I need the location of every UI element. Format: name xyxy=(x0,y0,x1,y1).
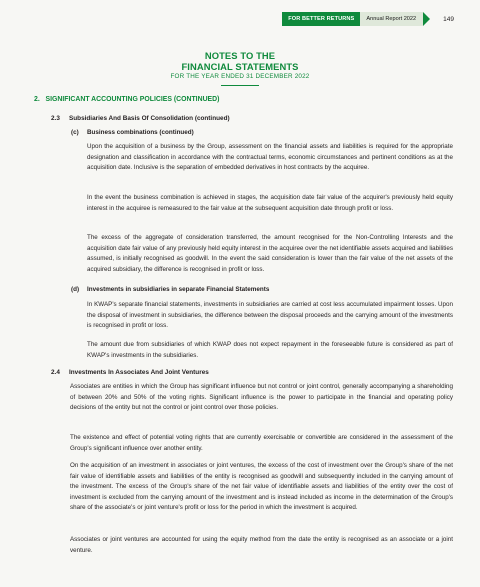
paragraph: In the event the business combination is achieved in stages, the acquisition date fair value of the acquirer's previously held equity interest in the acquiree is remeasured to the fair value at the subsequent acquisition date through profit or loss. xyxy=(87,194,453,212)
page-subtitle: FOR THE YEAR ENDED 31 DECEMBER 2022 xyxy=(170,73,310,80)
subsection-title: Investments In Associates And Joint Ventures xyxy=(69,369,209,376)
section-title: SIGNIFICANT ACCOUNTING POLICIES (CONTINUED) xyxy=(45,96,220,103)
page-header xyxy=(282,11,454,27)
item-label: (c) xyxy=(71,129,79,136)
paragraph: Upon the acquisition of a business by the Group, assessment on the financial assets and liabilities is required for the appropriate designation and classification in accordance with the contractual terms, economic circumstances and pertinent conditions as at the acquisition date. Inclusive is the separation of embedded derivatives in host contracts by the acquiree. xyxy=(87,143,453,172)
paragraph: Associates are entities in which the Group has significant influence but not control or joint control, generally accompanying a shareholding of between 20% and 50% of the voting rights. Significant influence is the power to participate in the financial and operating policy decisions of the entity but not the control or joint control over those policies. xyxy=(70,383,453,412)
item-heading-d xyxy=(71,286,269,293)
paragraph: The excess of the aggregate of consideration transferred, the amount recognised for the Non-Controlling Interests and the acquisition date fair value of any previously held equity interest in the acquiree over the net identifiable assets acquired and liabilities assumed, is initially recognised as goodwill. In the event the said consideration is lower than the fair value of the net assets of the acquired subsidiary, the difference is recognised in profit or loss. xyxy=(87,234,453,273)
paragraph: Associates or joint ventures are accounted for using the equity method from the date the entity is recognised as an associate or a joint venture. xyxy=(70,536,453,554)
page-number: 149 xyxy=(443,15,454,23)
subsection-number: 2.3 xyxy=(51,115,60,122)
subsection-heading-2-3 xyxy=(51,115,230,122)
chevron-right-icon xyxy=(423,12,430,26)
paragraph: The amount due from subsidiaries of which KWAP does not expect repayment in the foreseeable future is considered as part of KWAP's investments in the subsidiaries. xyxy=(87,341,453,359)
paragraph: In KWAP's separate financial statements, investments in subsidiaries are carried at cost less accumulated impairment losses. Upon the disposal of investment in subsidiaries, the difference between the disposal proceeds and the carrying amount of the investments is recognised in profit or loss. xyxy=(87,301,453,330)
paragraph: On the acquisition of an investment in associates or joint ventures, the excess of the cost of investment over the Group's share of the net fair value of identifiable assets and liabilities of the entity is recognised as goodwill and subsequently included in the carrying amount of the investment. The excess of the Group's share of the net fair value of identifiable assets and liabilities of the entity over the cost of investment is excluded from the carrying amount of the investment and is instead included as income in the determination of the Group's share of the associate's or joint venture's profit or loss for the period in which the investment is acquired. xyxy=(70,462,453,512)
section-heading xyxy=(34,96,219,103)
item-heading-c xyxy=(71,129,194,136)
section-number: 2. xyxy=(34,96,40,103)
paragraph: The existence and effect of potential voting rights that are currently exercisable or convertible are considered in the assessment of the Group's significant influence over another entity. xyxy=(70,434,453,452)
item-title: Business combinations (continued) xyxy=(87,129,194,136)
header-report-title: Annual Report 2022 xyxy=(360,12,423,26)
header-tagline: FOR BETTER RETURNS xyxy=(282,12,360,26)
item-title: Investments in subsidiaries in separate Financial Statements xyxy=(87,286,270,293)
subsection-number: 2.4 xyxy=(51,369,60,376)
subsection-title: Subsidiaries And Basis Of Consolidation (continued) xyxy=(69,115,230,122)
title-divider xyxy=(221,85,259,86)
page-title xyxy=(0,51,480,72)
item-label: (d) xyxy=(71,286,80,293)
title-line-2: FINANCIAL STATEMENTS xyxy=(181,60,299,72)
title-line-1: NOTES TO THE xyxy=(204,50,276,61)
subsection-heading-2-4 xyxy=(51,369,209,376)
